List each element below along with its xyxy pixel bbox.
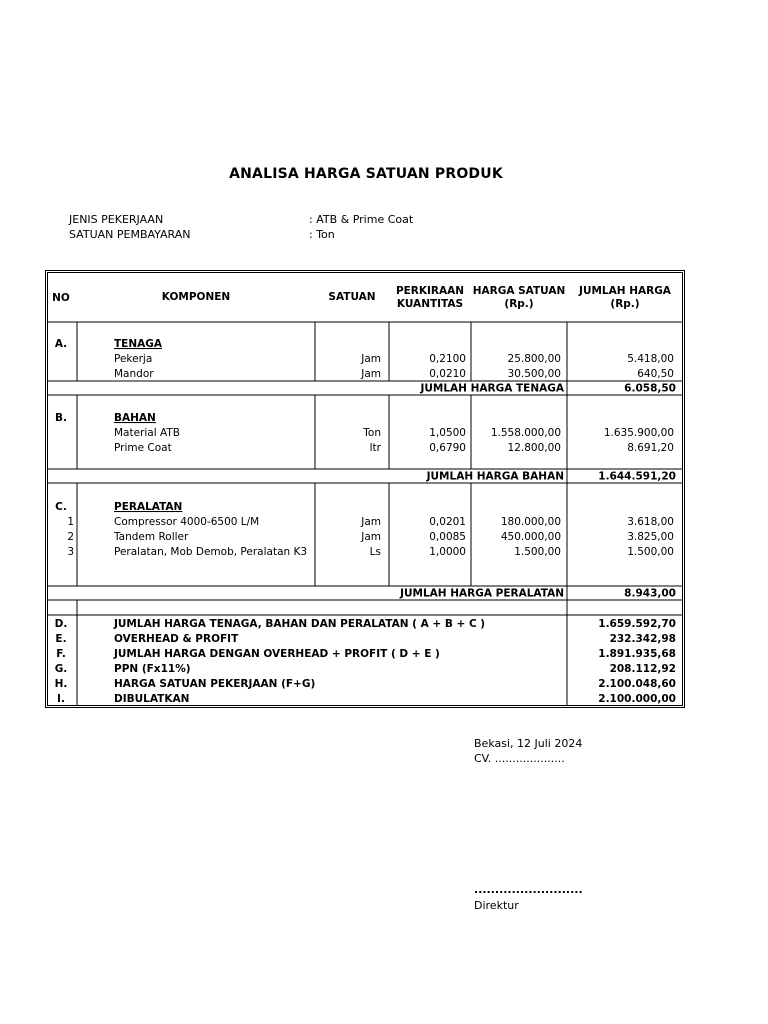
header-no: NO	[52, 292, 70, 304]
item-name: Mandor	[114, 368, 154, 380]
item-satuan: Jam	[361, 516, 381, 528]
section-total-label: JUMLAH HARGA BAHAN	[426, 470, 564, 483]
summary-label: JUMLAH HARGA TENAGA, BAHAN DAN PERALATAN ( A + B + C )	[114, 618, 486, 630]
item-kuantitas: 0,6790	[429, 442, 466, 454]
section-number: B.	[55, 412, 67, 424]
item-satuan: Jam	[361, 353, 381, 365]
item-name: Prime Coat	[114, 442, 172, 454]
header-satuan: SATUAN	[328, 291, 376, 303]
summary-number: F.	[56, 648, 66, 660]
section-number: C.	[55, 501, 67, 513]
satuan-pembayaran-value: : Ton	[309, 228, 335, 241]
item-harga-satuan: 1.500,00	[514, 546, 561, 558]
item-satuan: ltr	[369, 442, 381, 454]
summary-label: HARGA SATUAN PEKERJAAN (F+G)	[114, 678, 316, 690]
section-title: BAHAN	[114, 412, 156, 424]
item-name: Peralatan, Mob Demob, Peralatan K3	[114, 546, 308, 558]
jenis-pekerjaan-label: JENIS PEKERJAAN	[69, 213, 164, 226]
signature-place-date: Bekasi, 12 Juli 2024	[474, 737, 583, 750]
item-satuan: Jam	[361, 368, 381, 380]
section-title: PERALATAN	[114, 501, 183, 513]
item-harga-satuan: 450.000,00	[500, 531, 561, 543]
item-kuantitas: 0,0201	[429, 516, 466, 528]
header-kuantitas: KUANTITAS	[396, 298, 464, 310]
section-title: TENAGA	[114, 338, 162, 350]
jenis-pekerjaan-value: : ATB & Prime Coat	[309, 213, 414, 226]
item-name: Pekerja	[114, 353, 153, 365]
item-harga-satuan: 1.558.000,00	[490, 427, 561, 439]
satuan-pembayaran-label: SATUAN PEMBAYARAN	[69, 228, 191, 241]
summary-label: PPN (Fx11%)	[114, 663, 191, 675]
summary-number: D.	[54, 618, 68, 630]
header-harga-satuan: (Rp.)	[504, 298, 534, 310]
document-title: ANALISA HARGA SATUAN PRODUK	[229, 166, 503, 182]
item-kuantitas: 1,0500	[429, 427, 466, 439]
item-harga-satuan: 180.000,00	[500, 516, 561, 528]
summary-number: H.	[54, 678, 68, 690]
item-kuantitas: 1,0000	[429, 546, 466, 558]
header-jumlah-harga: JUMLAH HARGA	[579, 285, 671, 297]
summary-label: JUMLAH HARGA DENGAN OVERHEAD + PROFIT ( D + E )	[114, 648, 440, 660]
item-name: Compressor 4000-6500 L/M	[114, 516, 260, 528]
section-number: A.	[54, 338, 68, 350]
header-jumlah-harga: (Rp.)	[610, 298, 640, 310]
item-harga-satuan: 12.800,00	[507, 442, 561, 454]
summary-value: 2.100.048,60	[598, 678, 676, 690]
summary-value: 1.891.935,68	[598, 648, 676, 660]
item-jumlah-harga: 8.691,20	[627, 442, 674, 454]
signature-role: Direktur	[474, 899, 519, 912]
item-harga-satuan: 30.500,00	[507, 368, 561, 380]
summary-value: 1.659.592,70	[598, 618, 676, 630]
summary-label: DIBULATKAN	[114, 693, 190, 705]
item-satuan: Ton	[363, 427, 381, 439]
summary-value: 232.342,98	[609, 633, 676, 645]
item-number: 1	[67, 516, 74, 528]
item-jumlah-harga: 3.825,00	[627, 531, 674, 543]
item-jumlah-harga: 3.618,00	[627, 516, 674, 528]
item-satuan: Ls	[369, 546, 381, 558]
summary-number: E.	[55, 633, 67, 645]
item-name: Material ATB	[114, 427, 180, 439]
section-total-label: JUMLAH HARGA PERALATAN	[400, 587, 564, 600]
item-jumlah-harga: 1.500,00	[627, 546, 674, 558]
cost-analysis-table	[45, 270, 685, 708]
item-kuantitas: 0,0085	[429, 531, 466, 543]
header-harga-satuan: HARGA SATUAN	[472, 285, 566, 297]
summary-value: 208.112,92	[609, 663, 676, 675]
item-number: 3	[67, 546, 74, 558]
item-jumlah-harga: 1.635.900,00	[603, 427, 674, 439]
section-total-label: JUMLAH HARGA TENAGA	[420, 382, 564, 395]
summary-number: G.	[54, 663, 68, 675]
item-jumlah-harga: 5.418,00	[627, 353, 674, 365]
signature-line: ..........................	[474, 883, 583, 896]
section-total-value: 6.058,50	[624, 382, 676, 395]
item-number: 2	[67, 531, 74, 543]
signature-company: CV. ....................	[474, 752, 565, 765]
item-kuantitas: 0,2100	[429, 353, 466, 365]
section-total-value: 1.644.591,20	[598, 470, 676, 483]
item-harga-satuan: 25.800,00	[507, 353, 561, 365]
item-jumlah-harga: 640,50	[637, 368, 674, 380]
item-name: Tandem Roller	[114, 531, 189, 543]
summary-label: OVERHEAD & PROFIT	[114, 633, 239, 645]
item-satuan: Jam	[361, 531, 381, 543]
header-komponen: KOMPONEN	[161, 291, 231, 303]
header-kuantitas: PERKIRAAN	[395, 285, 465, 297]
summary-value: 2.100.000,00	[598, 693, 676, 705]
section-total-value: 8.943,00	[624, 587, 676, 600]
summary-number: I.	[57, 693, 65, 705]
item-kuantitas: 0,0210	[429, 368, 466, 380]
